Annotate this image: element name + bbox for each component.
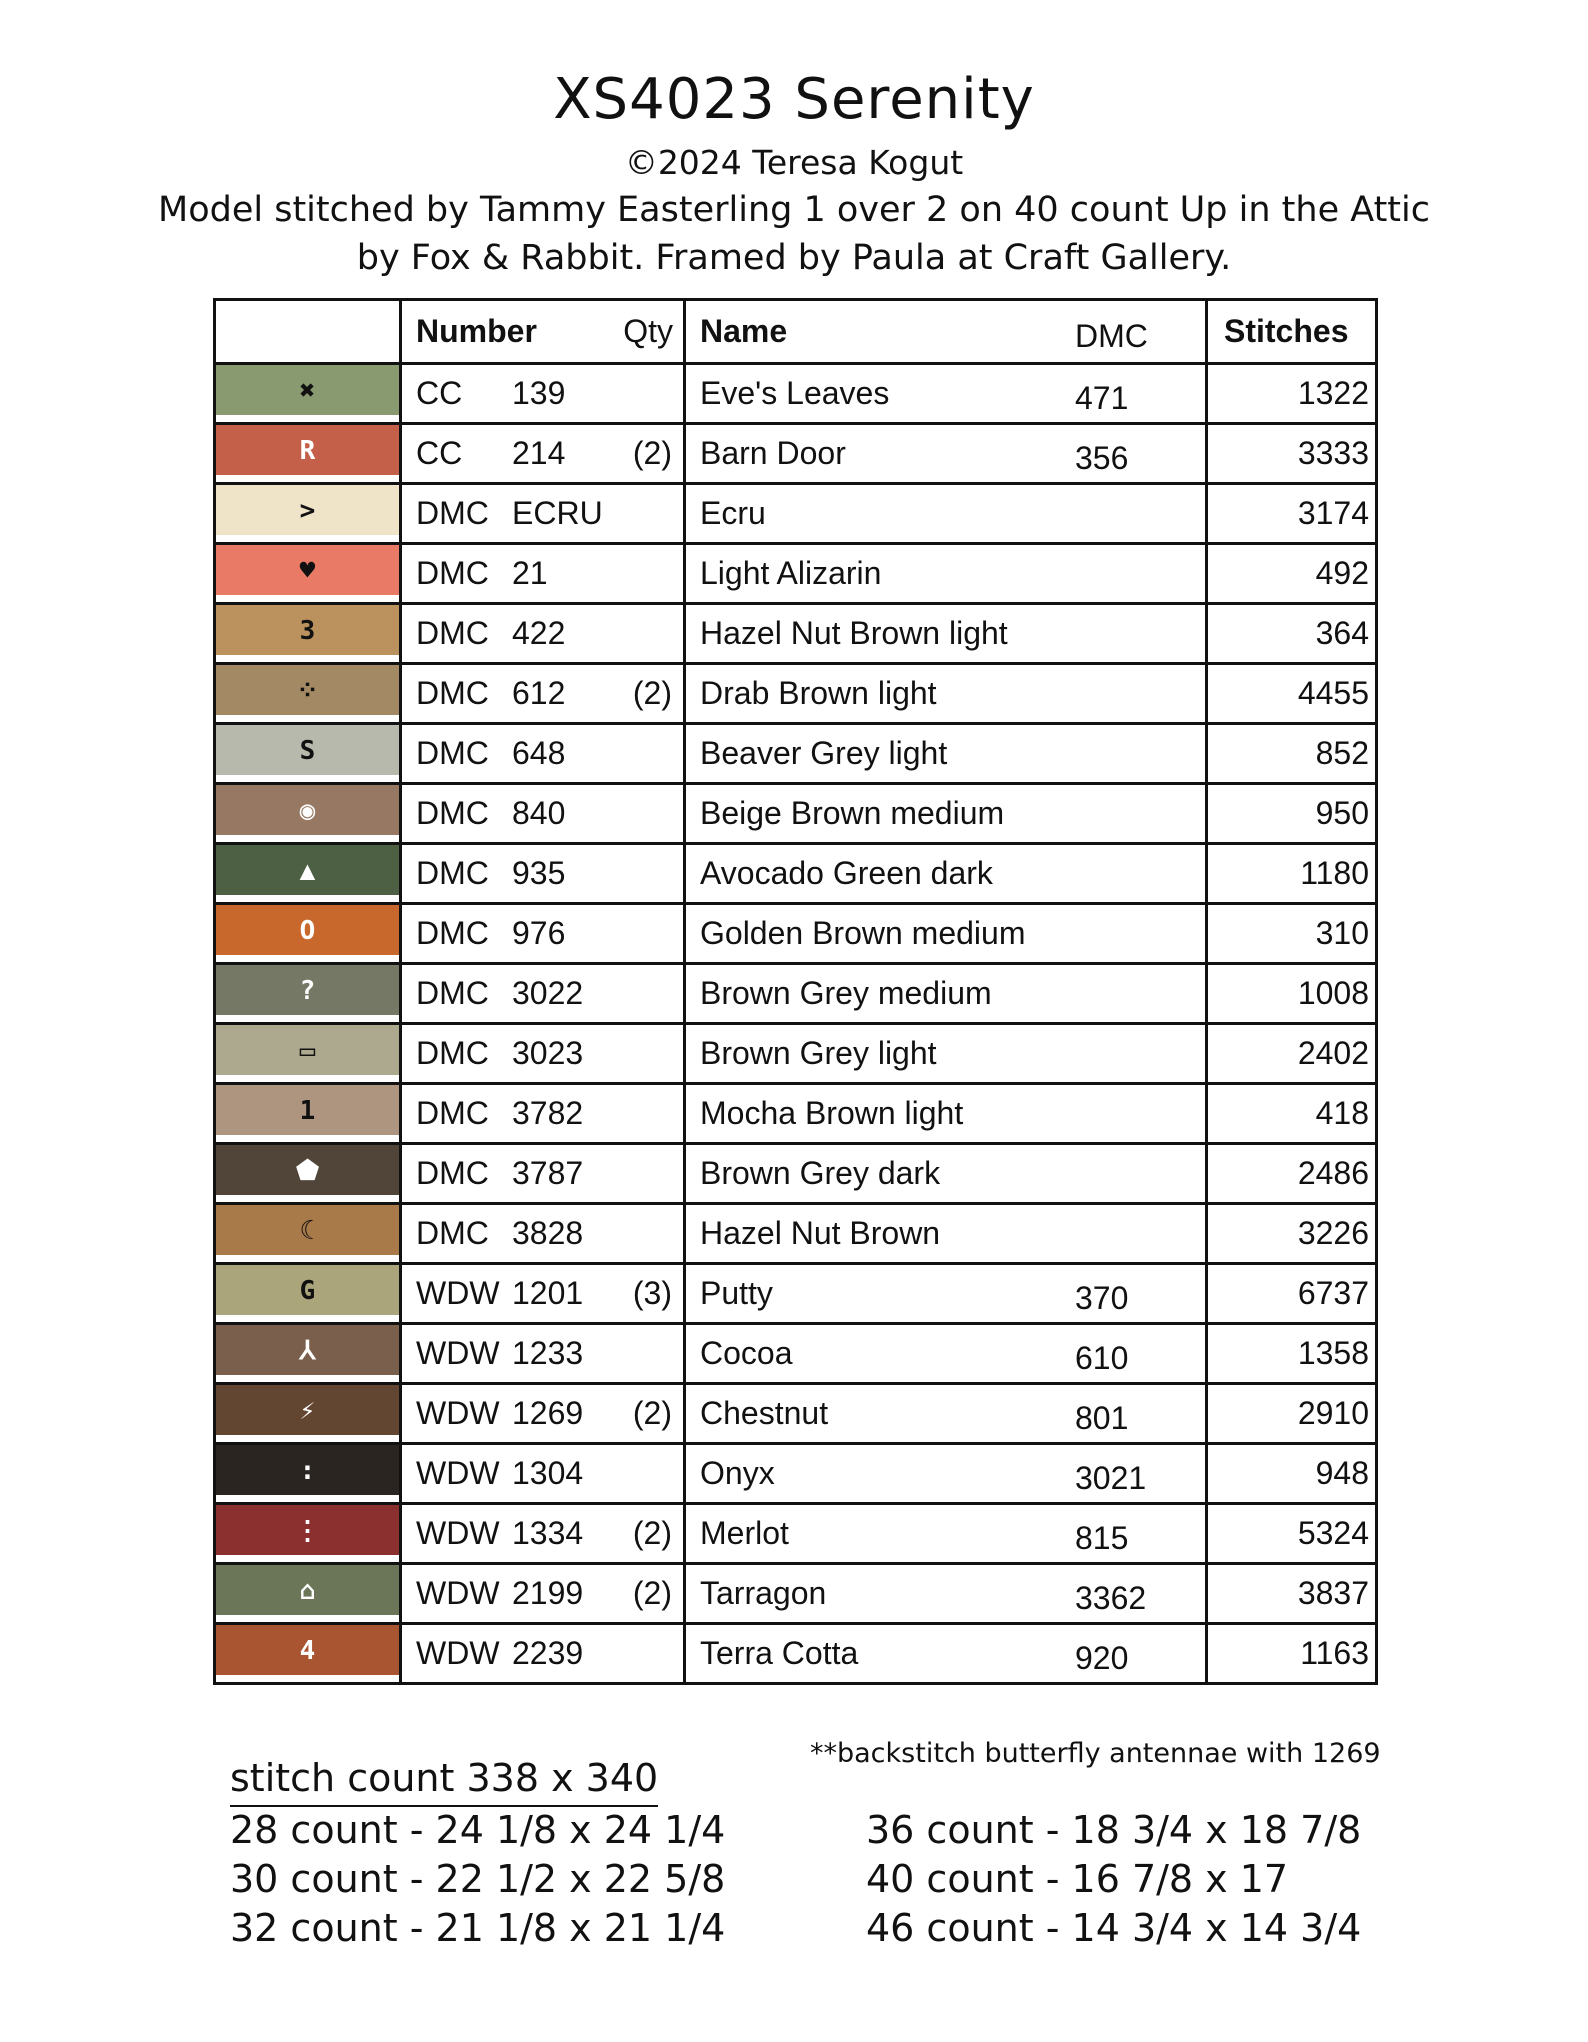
header-name-cell bbox=[685, 300, 1207, 364]
thread-code: 3022 bbox=[512, 975, 584, 1011]
thread-name: Terra Cotta bbox=[700, 1635, 859, 1671]
table-row bbox=[215, 424, 1377, 484]
thread-name: Ecru bbox=[700, 495, 766, 531]
thread-code: 21 bbox=[512, 555, 548, 591]
stitch-count-cell: 4455 bbox=[1207, 664, 1377, 724]
dmc-equivalent: 471 bbox=[1075, 380, 1129, 416]
color-swatch bbox=[216, 665, 399, 722]
stitch-count-cell: 418 bbox=[1207, 1084, 1377, 1144]
swatch-cell bbox=[215, 844, 401, 904]
thread-name: Light Alizarin bbox=[700, 555, 882, 591]
stitch-count-cell: 3174 bbox=[1207, 484, 1377, 544]
thread-code: 2239 bbox=[512, 1635, 584, 1671]
floss-legend-table bbox=[213, 298, 1378, 1685]
number-cell bbox=[401, 1264, 685, 1324]
table-row bbox=[215, 904, 1377, 964]
number-cell bbox=[401, 1384, 685, 1444]
header-number-cell bbox=[401, 300, 685, 364]
number-cell bbox=[401, 604, 685, 664]
table-row bbox=[215, 1624, 1377, 1684]
stitch-count-cell: 1008 bbox=[1207, 964, 1377, 1024]
thread-name: Brown Grey light bbox=[700, 1035, 937, 1071]
thread-code: 612 bbox=[512, 675, 566, 711]
table-row bbox=[215, 724, 1377, 784]
stitch-count-cell: 2402 bbox=[1207, 1024, 1377, 1084]
thread-code: 214 bbox=[512, 435, 566, 471]
swatch-cell bbox=[215, 1204, 401, 1264]
color-swatch bbox=[216, 545, 399, 602]
dmc-equivalent: 920 bbox=[1075, 1640, 1129, 1676]
thread-code: ECRU bbox=[512, 495, 603, 531]
table-row bbox=[215, 1084, 1377, 1144]
stitch-count-cell: 948 bbox=[1207, 1444, 1377, 1504]
color-swatch bbox=[216, 1085, 399, 1142]
stitch-symbol-icon: O bbox=[299, 915, 316, 946]
number-cell bbox=[401, 1084, 685, 1144]
stitch-symbol-icon: ? bbox=[299, 975, 316, 1006]
swatch-cell bbox=[215, 1144, 401, 1204]
thread-brand: WDW bbox=[416, 1275, 500, 1311]
table-row bbox=[215, 664, 1377, 724]
stitch-count-cell: 1322 bbox=[1207, 364, 1377, 424]
thread-name: Brown Grey medium bbox=[700, 975, 992, 1011]
swatch-cell bbox=[215, 364, 401, 424]
thread-code: 976 bbox=[512, 915, 566, 951]
swatch-cell bbox=[215, 664, 401, 724]
table-row bbox=[215, 1564, 1377, 1624]
backstitch-note: **backstitch butterfly antennae with 1269 bbox=[810, 1738, 1381, 1769]
thread-qty: (2) bbox=[632, 1515, 672, 1551]
stitch-count-cell: 3333 bbox=[1207, 424, 1377, 484]
name-cell bbox=[685, 844, 1207, 904]
table-row bbox=[215, 484, 1377, 544]
name-cell bbox=[685, 1324, 1207, 1384]
fabric-size-line: 36 count - 18 3/4 x 18 7/8 bbox=[866, 1808, 1362, 1852]
thread-code: 1233 bbox=[512, 1335, 584, 1371]
swatch-cell bbox=[215, 1384, 401, 1444]
thread-code: 3023 bbox=[512, 1035, 584, 1071]
name-cell bbox=[685, 1264, 1207, 1324]
swatch-cell bbox=[215, 1024, 401, 1084]
header-swatch-cell bbox=[215, 300, 401, 364]
stitch-count-cell: 492 bbox=[1207, 544, 1377, 604]
thread-code: 139 bbox=[512, 375, 566, 411]
stitch-symbol-icon: ⁘ bbox=[296, 675, 319, 706]
dmc-equivalent: 3021 bbox=[1075, 1460, 1147, 1496]
stitch-symbol-icon: 1 bbox=[299, 1095, 316, 1126]
dmc-equivalent: 370 bbox=[1075, 1280, 1129, 1316]
swatch-cell bbox=[215, 964, 401, 1024]
stitch-count-cell: 2910 bbox=[1207, 1384, 1377, 1444]
thread-code: 1334 bbox=[512, 1515, 584, 1551]
stitch-count: stitch count 338 x 340 bbox=[230, 1753, 658, 1807]
table-row bbox=[215, 1504, 1377, 1564]
name-cell bbox=[685, 1204, 1207, 1264]
name-cell bbox=[685, 604, 1207, 664]
thread-code: 935 bbox=[512, 855, 566, 891]
table-row bbox=[215, 1144, 1377, 1204]
thread-name: Beige Brown medium bbox=[700, 795, 1005, 831]
table-row bbox=[215, 1384, 1377, 1444]
color-swatch bbox=[216, 1565, 399, 1622]
swatch-cell bbox=[215, 1564, 401, 1624]
stitch-count-cell: 6737 bbox=[1207, 1264, 1377, 1324]
thread-code: 2199 bbox=[512, 1575, 584, 1611]
thread-brand: DMC bbox=[416, 1215, 489, 1251]
number-cell bbox=[401, 904, 685, 964]
name-cell bbox=[685, 424, 1207, 484]
stitch-count-cell: 310 bbox=[1207, 904, 1377, 964]
thread-name: Hazel Nut Brown light bbox=[700, 615, 1008, 651]
header-stitches: Stitches bbox=[1207, 300, 1377, 364]
name-cell bbox=[685, 1624, 1207, 1684]
name-cell bbox=[685, 1144, 1207, 1204]
table-row bbox=[215, 1264, 1377, 1324]
page-title: XS4023 Serenity bbox=[553, 67, 1035, 132]
dmc-equivalent: 610 bbox=[1075, 1340, 1129, 1376]
stitch-count-cell: 2486 bbox=[1207, 1144, 1377, 1204]
thread-name: Putty bbox=[700, 1275, 773, 1311]
number-cell bbox=[401, 1144, 685, 1204]
color-swatch bbox=[216, 1325, 399, 1382]
color-swatch bbox=[216, 1145, 399, 1202]
name-cell bbox=[685, 1384, 1207, 1444]
thread-code: 422 bbox=[512, 615, 566, 651]
stitch-symbol-icon: 4 bbox=[299, 1635, 316, 1666]
swatch-cell bbox=[215, 724, 401, 784]
thread-name: Chestnut bbox=[700, 1395, 829, 1431]
thread-name: Eve's Leaves bbox=[700, 375, 890, 411]
color-swatch bbox=[216, 1505, 399, 1562]
thread-name: Cocoa bbox=[700, 1335, 793, 1371]
thread-name: Brown Grey dark bbox=[700, 1155, 941, 1191]
fabric-size-line: 46 count - 14 3/4 x 14 3/4 bbox=[866, 1906, 1362, 1950]
stitch-symbol-icon: ☾ bbox=[299, 1215, 316, 1246]
color-swatch bbox=[216, 1445, 399, 1502]
stitch-symbol-icon: ⚡ bbox=[299, 1395, 316, 1426]
dmc-equivalent: 815 bbox=[1075, 1520, 1129, 1556]
number-cell bbox=[401, 844, 685, 904]
color-swatch bbox=[216, 1385, 399, 1442]
name-cell bbox=[685, 544, 1207, 604]
color-swatch bbox=[216, 905, 399, 962]
stitch-symbol-icon: G bbox=[299, 1275, 316, 1306]
thread-brand: CC bbox=[416, 375, 463, 411]
thread-qty: (2) bbox=[632, 675, 672, 711]
color-swatch bbox=[216, 1625, 399, 1682]
table-row bbox=[215, 964, 1377, 1024]
stitch-symbol-icon: S bbox=[299, 735, 316, 766]
stitch-count-cell: 364 bbox=[1207, 604, 1377, 664]
stitch-symbol-icon: ▭ bbox=[299, 1035, 316, 1066]
stitch-count-cell: 3226 bbox=[1207, 1204, 1377, 1264]
number-cell bbox=[401, 724, 685, 784]
stitch-symbol-icon: > bbox=[299, 495, 316, 526]
thread-brand: DMC bbox=[416, 1035, 489, 1071]
swatch-cell bbox=[215, 1264, 401, 1324]
swatch-cell bbox=[215, 1444, 401, 1504]
number-cell bbox=[401, 1504, 685, 1564]
stitch-count-cell: 1358 bbox=[1207, 1324, 1377, 1384]
number-cell bbox=[401, 1324, 685, 1384]
table-row bbox=[215, 1324, 1377, 1384]
thread-code: 1201 bbox=[512, 1275, 584, 1311]
stitch-count-cell: 852 bbox=[1207, 724, 1377, 784]
header-number: Number bbox=[416, 313, 537, 349]
thread-brand: DMC bbox=[416, 855, 489, 891]
number-cell bbox=[401, 784, 685, 844]
thread-brand: DMC bbox=[416, 615, 489, 651]
thread-brand: DMC bbox=[416, 795, 489, 831]
swatch-cell bbox=[215, 1084, 401, 1144]
thread-brand: DMC bbox=[416, 675, 489, 711]
fabric-sizes-right bbox=[866, 1806, 1361, 1953]
thread-name: Merlot bbox=[700, 1515, 789, 1551]
number-cell bbox=[401, 544, 685, 604]
swatch-cell bbox=[215, 484, 401, 544]
thread-name: Tarragon bbox=[700, 1575, 827, 1611]
name-cell bbox=[685, 1084, 1207, 1144]
name-cell bbox=[685, 484, 1207, 544]
thread-code: 3787 bbox=[512, 1155, 584, 1191]
thread-brand: CC bbox=[416, 435, 463, 471]
header-dmc: DMC bbox=[1075, 318, 1148, 354]
stitch-symbol-icon: ⋮ bbox=[294, 1515, 321, 1546]
thread-qty: (2) bbox=[632, 435, 672, 471]
number-cell bbox=[401, 1024, 685, 1084]
thread-name: Drab Brown light bbox=[700, 675, 937, 711]
fabric-size-line: 40 count - 16 7/8 x 17 bbox=[866, 1857, 1289, 1901]
swatch-cell bbox=[215, 1324, 401, 1384]
fabric-size-line: 28 count - 24 1/8 x 24 1/4 bbox=[230, 1808, 726, 1852]
name-cell bbox=[685, 364, 1207, 424]
table-row bbox=[215, 844, 1377, 904]
thread-brand: DMC bbox=[416, 495, 489, 531]
number-cell bbox=[401, 1564, 685, 1624]
name-cell bbox=[685, 1444, 1207, 1504]
color-swatch bbox=[216, 965, 399, 1022]
number-cell bbox=[401, 964, 685, 1024]
color-swatch bbox=[216, 785, 399, 842]
thread-brand: WDW bbox=[416, 1335, 500, 1371]
thread-brand: WDW bbox=[416, 1515, 500, 1551]
thread-name: Golden Brown medium bbox=[700, 915, 1026, 951]
thread-brand: DMC bbox=[416, 735, 489, 771]
thread-brand: WDW bbox=[416, 1635, 500, 1671]
stitch-symbol-icon: ⌂ bbox=[299, 1575, 316, 1606]
thread-brand: WDW bbox=[416, 1455, 500, 1491]
thread-name: Barn Door bbox=[700, 435, 846, 471]
header-qty: Qty bbox=[623, 313, 673, 349]
thread-qty: (2) bbox=[632, 1575, 672, 1611]
swatch-cell bbox=[215, 424, 401, 484]
name-cell bbox=[685, 1024, 1207, 1084]
table-header-row bbox=[215, 300, 1377, 364]
thread-brand: DMC bbox=[416, 915, 489, 951]
fabric-size-line: 32 count - 21 1/8 x 21 1/4 bbox=[230, 1906, 726, 1950]
swatch-cell bbox=[215, 904, 401, 964]
number-cell bbox=[401, 1624, 685, 1684]
thread-name: Mocha Brown light bbox=[700, 1095, 964, 1131]
table-row bbox=[215, 784, 1377, 844]
color-swatch bbox=[216, 1025, 399, 1082]
stitch-symbol-icon: ⅄ bbox=[299, 1335, 316, 1366]
table-row bbox=[215, 1444, 1377, 1504]
stitch-symbol-icon: ◉ bbox=[299, 795, 316, 826]
swatch-cell bbox=[215, 784, 401, 844]
table-row bbox=[215, 1024, 1377, 1084]
thread-name: Avocado Green dark bbox=[700, 855, 993, 891]
thread-name: Onyx bbox=[700, 1455, 775, 1491]
thread-name: Beaver Grey light bbox=[700, 735, 948, 771]
table-row bbox=[215, 364, 1377, 424]
header-name: Name bbox=[700, 313, 788, 349]
thread-qty: (3) bbox=[632, 1275, 672, 1311]
number-cell bbox=[401, 484, 685, 544]
dmc-equivalent: 801 bbox=[1075, 1400, 1129, 1436]
swatch-cell bbox=[215, 1504, 401, 1564]
name-cell bbox=[685, 784, 1207, 844]
thread-brand: DMC bbox=[416, 1095, 489, 1131]
swatch-cell bbox=[215, 1624, 401, 1684]
dmc-equivalent: 356 bbox=[1075, 440, 1129, 476]
swatch-cell bbox=[215, 544, 401, 604]
thread-brand: DMC bbox=[416, 975, 489, 1011]
stitch-symbol-icon: ▲ bbox=[299, 855, 316, 886]
fabric-sizes-left bbox=[230, 1806, 725, 1953]
stitch-symbol-icon: R bbox=[299, 435, 316, 466]
thread-brand: WDW bbox=[416, 1575, 500, 1611]
fabric-size-line: 30 count - 22 1/2 x 22 5/8 bbox=[230, 1857, 726, 1901]
number-cell bbox=[401, 1444, 685, 1504]
name-cell bbox=[685, 1504, 1207, 1564]
stitch-count-cell: 3837 bbox=[1207, 1564, 1377, 1624]
number-cell bbox=[401, 424, 685, 484]
credit-line-1: Model stitched by Tammy Easterling 1 over 2 on 40 count Up in the Attic bbox=[158, 190, 1430, 230]
chart-header bbox=[0, 60, 1588, 282]
thread-code: 840 bbox=[512, 795, 566, 831]
color-swatch bbox=[216, 1205, 399, 1262]
color-swatch bbox=[216, 365, 399, 422]
stitch-symbol-icon: ♥ bbox=[299, 555, 316, 586]
stitch-count-cell: 1163 bbox=[1207, 1624, 1377, 1684]
color-swatch bbox=[216, 845, 399, 902]
stitch-count-cell: 950 bbox=[1207, 784, 1377, 844]
stitch-count-cell: 1180 bbox=[1207, 844, 1377, 904]
color-swatch bbox=[216, 1265, 399, 1322]
name-cell bbox=[685, 724, 1207, 784]
color-swatch bbox=[216, 605, 399, 662]
thread-brand: DMC bbox=[416, 1155, 489, 1191]
copyright-line: ©2024 Teresa Kogut bbox=[624, 143, 964, 182]
stitch-count-cell: 5324 bbox=[1207, 1504, 1377, 1564]
thread-brand: DMC bbox=[416, 555, 489, 591]
stitch-symbol-icon: : bbox=[299, 1455, 316, 1486]
dmc-equivalent: 3362 bbox=[1075, 1580, 1147, 1616]
color-swatch bbox=[216, 725, 399, 782]
number-cell bbox=[401, 364, 685, 424]
swatch-cell bbox=[215, 604, 401, 664]
color-swatch bbox=[216, 485, 399, 542]
stitch-symbol-icon: ✖ bbox=[299, 375, 316, 406]
number-cell bbox=[401, 664, 685, 724]
name-cell bbox=[685, 664, 1207, 724]
table-row bbox=[215, 604, 1377, 664]
thread-code: 3828 bbox=[512, 1215, 584, 1251]
thread-code: 648 bbox=[512, 735, 566, 771]
number-cell bbox=[401, 1204, 685, 1264]
name-cell bbox=[685, 904, 1207, 964]
thread-brand: WDW bbox=[416, 1395, 500, 1431]
stitch-symbol-icon: ⬟ bbox=[296, 1155, 319, 1186]
name-cell bbox=[685, 964, 1207, 1024]
credit-line-2: by Fox & Rabbit. Framed by Paula at Craft Gallery. bbox=[356, 238, 1232, 278]
thread-name: Hazel Nut Brown bbox=[700, 1215, 941, 1251]
thread-code: 1304 bbox=[512, 1455, 584, 1491]
name-cell bbox=[685, 1564, 1207, 1624]
table-row bbox=[215, 544, 1377, 604]
thread-code: 3782 bbox=[512, 1095, 584, 1131]
thread-code: 1269 bbox=[512, 1395, 584, 1431]
thread-qty: (2) bbox=[632, 1395, 672, 1431]
stitch-symbol-icon: 3 bbox=[299, 615, 316, 646]
table-row bbox=[215, 1204, 1377, 1264]
color-swatch bbox=[216, 425, 399, 482]
